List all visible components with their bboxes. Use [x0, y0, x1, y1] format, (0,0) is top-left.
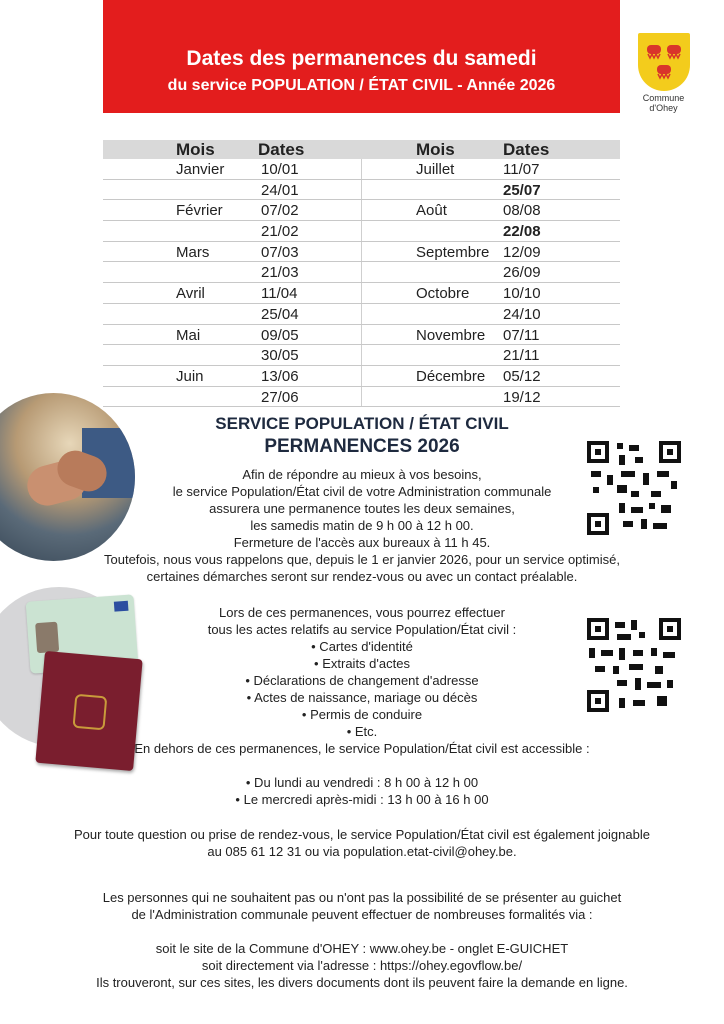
section-title: SERVICE POPULATION / ÉTAT CIVIL [215, 414, 509, 433]
col-dates-left: Dates [258, 140, 305, 159]
section-subtitle: PERMANENCES 2026 [264, 436, 460, 457]
table-row: Mai 09/05 Novembre 07/11 [103, 325, 620, 346]
table-row: 27/06 19/12 [103, 387, 620, 408]
table-row: 25/04 24/10 [103, 304, 620, 325]
online-text: Les personnes qui ne souhaitent pas ou n'ont pas la possibilité de se présenter au guichet de l'Administration communale peuvent effectuer de nombreuses formalités via : soit le site de la Commune d'OHEY : www.ohey.be - onglet E-GUICHET soit directement via l'adresse : https://ohey.egovflow.be/ Ils trouveront, sur ces sites, les divers documents dont ils peuvent faire la demande en ligne. [96, 890, 628, 990]
page-title: Dates des permanences du samedi [186, 47, 537, 70]
schedule-header [103, 140, 620, 159]
header-banner [103, 0, 620, 113]
schedule-table [103, 140, 620, 407]
coat-of-arms-icon [638, 33, 690, 91]
table-row: Février 07/02 Août 08/08 [103, 200, 620, 221]
table-row: 21/02 22/08 [103, 221, 620, 242]
page-subtitle: du service POPULATION / ÉTAT CIVIL - Année 2026 [167, 77, 556, 94]
table-row: 24/01 25/07 [103, 180, 620, 201]
table-row: 30/05 21/11 [103, 345, 620, 366]
services-text: Lors de ces permanences, vous pourrez effectuer tous les actes relatifs au service Population/État civil : • Cartes d'identité • Extraits d'actes • Déclarations de changement d'adresse • Actes de naissance, mariage ou décès • Permis de conduire • Etc. En dehors de ces permanences, le service Population/État civil est accessible : [134, 605, 590, 756]
commune-logo [636, 33, 691, 113]
logo-caption: Commune d'Ohey [642, 93, 685, 113]
opening-hours: • Du lundi au vendredi : 8 h 00 à 12 h 00 • Le mercredi après-midi : 13 h 00 à 16 h 00 [235, 775, 489, 807]
table-row: Avril 11/04 Octobre 10/10 [103, 283, 620, 304]
table-row: Janvier 10/01 Juillet 11/07 [103, 159, 620, 180]
intro-text: Afin de répondre au mieux à vos besoins, le service Population/État civil de votre Administration communale assurera une permanence toutes les deux semaines, les samedis matin de 9 h 00 à 12 h 00. Fermeture de l'accès aux bureaux à 11 h 45. Toutefois, nous vous rappelons que, depuis le 1 er janvier 2026, pour un service optimisé, certaines démarches seront sur rendez-vous ou avec un contact préalable. [104, 467, 620, 584]
contact-text: Pour toute question ou prise de rendez-vous, le service Population/État civil est également joignable au 085 61 12 31 ou via population.etat-civil@ohey.be. [74, 827, 650, 859]
table-row: 21/03 26/09 [103, 262, 620, 283]
table-row: Juin 13/06 Décembre 05/12 [103, 366, 620, 387]
table-row: Mars 07/03 Septembre 12/09 [103, 242, 620, 263]
qr-code-icon[interactable] [587, 441, 681, 535]
qr-code-icon[interactable] [587, 618, 681, 712]
col-month-left: Mois [176, 140, 215, 159]
col-month-right: Mois [416, 140, 455, 159]
col-dates-right: Dates [503, 140, 550, 159]
